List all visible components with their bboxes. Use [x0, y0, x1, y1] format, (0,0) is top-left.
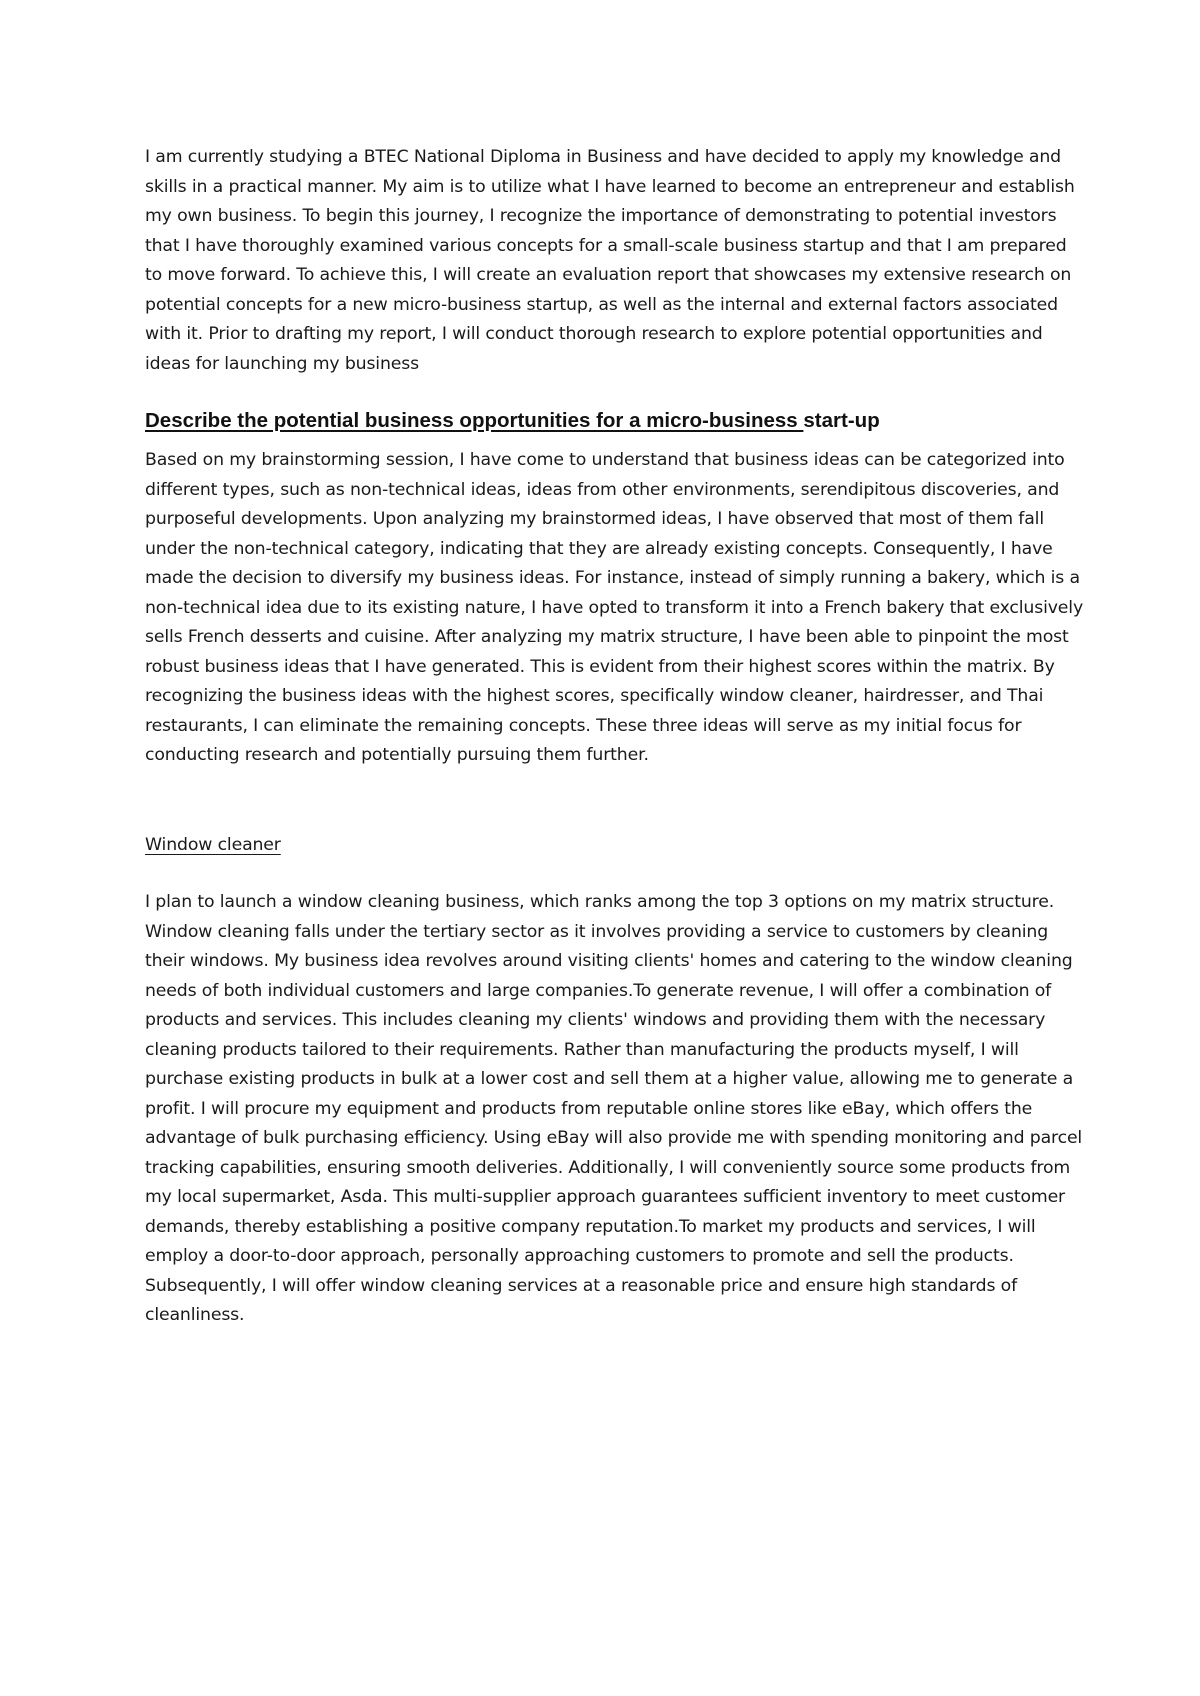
window-cleaner-paragraph: I plan to launch a window cleaning business, which ranks among the top 3 options on my matrix structure. Window cleaning falls under the tertiary sector as it involves providing a service to customers by cleaning their windows. My business idea revolves around visiting clients' homes and catering to the window cleaning needs of both individual customers and large companies.To generate revenue, I will offer a combination of products and services. This includes cleaning my clients' windows and providing them with the necessary cleaning products tailored to their requirements. Rather than manufacturing the products myself, I will purchase existing products in bulk at a lower cost and sell them at a higher value, allowing me to generate a profit. I will procure my equipment and products from reputable online stores like eBay, which offers the advantage of bulk purchasing efficiency. Using eBay will also provide me with spending monitoring and parcel tracking capabilities, ensuring smooth deliveries. Additionally, I will conveniently source some products from my local supermarket, Asda. This multi-supplier approach guarantees sufficient inventory to meet customer demands, thereby establishing a positive company reputation.To market my products and services, I will employ a door-to-door approach, personally approaching customers to promote and sell the products. Subsequently, I will offer window cleaning services at a reasonable price and ensure high standards of cleanliness. — [145, 892, 1083, 1325]
business-ideas-paragraph: Based on my brainstorming session, I have come to understand that business ideas can be categorized into different types, such as non-technical ideas, ideas from other environments, serendipitous discoveries, and purposeful developments. Upon analyzing my brainstormed ideas, I have observed that most of them fall under the non-technical category, indicating that they are already existing concepts. Consequently, I have made the decision to diversify my business ideas. For instance, instead of simply running a bakery, which is a non-technical idea due to its existing nature, I have opted to transform it into a French bakery that exclusively sells French desserts and cuisine. After analyzing my matrix structure, I have been able to pinpoint the most robust business ideas that I have generated. This is evident from their highest scores within the matrix. By recognizing the business ideas with the highest scores, specifically window cleaner, hairdresser, and Thai restaurants, I can eliminate the remaining concepts. These three ideas will serve as my initial focus for conducting research and potentially pursuing them further. — [145, 450, 1084, 765]
document-body — [145, 143, 1085, 1331]
section-heading-underlined-text: Describe the potential business opportunities for a micro-business — [145, 409, 804, 432]
section-heading-rest-text: start-up — [803, 409, 880, 432]
window-cleaner-subheading: Window cleaner — [145, 834, 281, 855]
intro-paragraph: I am currently studying a BTEC National Diploma in Business and have decided to apply my knowledge and skills in a practical manner. My aim is to utilize what I have learned to become an entrepreneur and establish my own business. To begin this journey, I recognize the importance of demonstrating to potential investors that I have thoroughly examined various concepts for a small-scale business startup and that I am prepared to move forward. To achieve this, I will create an evaluation report that showcases my extensive research on potential concepts for a new micro-business startup, as well as the internal and external factors associated with it. Prior to drafting my report, I will conduct thorough research to explore potential opportunities and ideas for launching my business — [145, 147, 1075, 374]
section-heading — [145, 407, 1085, 435]
